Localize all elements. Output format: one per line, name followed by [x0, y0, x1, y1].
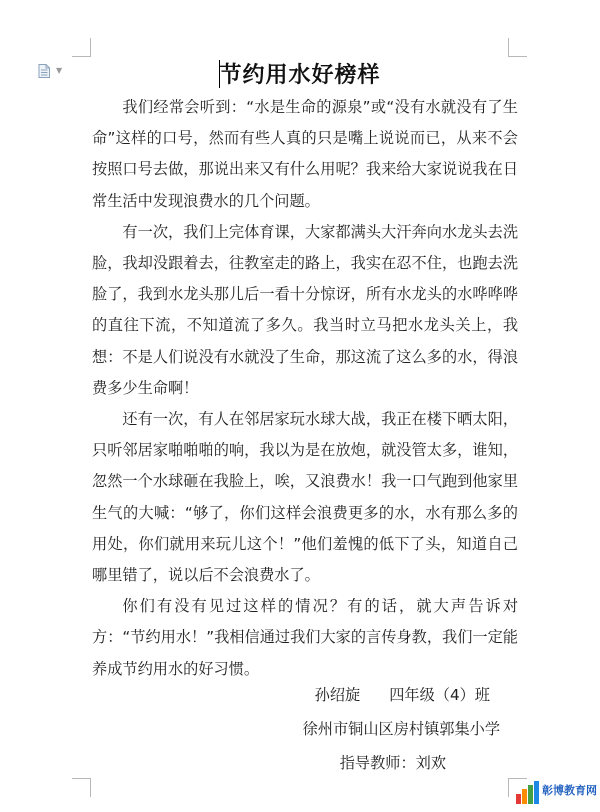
paragraph-4: 你们有没有见过这样的情况？有的话，就大声告诉对方：“节约用水！”我相信通过我们大家的言传身教，我们一定能养成节约用水的好习惯。 [92, 597, 518, 678]
signature-author-class: 孙绍旋 四年级（4）班 [314, 686, 490, 704]
paragraph-2: 有一次，我们上完体育课，大家都满头大汗奔向水龙头去洗脸，我却没跟着去，往教室走的路上，我实在忍不住，也跑去洗脸了，我到水龙头那儿后一看十分惊讶，所有水龙头的水哗哗哗的直往下流，不知道流了多久。我当时立马把水龙头关上，我想：不是人们说没有水就没了生命，那这流了这么多的水，得浪费多少生命啊！ [92, 222, 518, 397]
signature-school: 徐州市铜山区房村镇郭集小学 [302, 720, 500, 738]
watermark-logo-icon [514, 780, 542, 806]
signature-teacher: 指导教师：刘欢 [339, 754, 446, 772]
paragraph-1: 我们经常会听到：“水是生命的源泉”或“没有水就没有了生命”这样的口号，然而有些人真的只是嘴上说说而已，从来不会按照口号去做，那说出来又有什么用呢？我来给大家说说我在日常生活中发现浪费水的几个问题。 [92, 98, 518, 210]
site-watermark [508, 776, 600, 812]
crop-mark-top-right [508, 38, 527, 57]
crop-mark-bottom-left [72, 778, 91, 797]
paragraph-3: 还有一次，有人在邻居家玩水球大战，我正在楼下晒太阳，只听邻居家啪啪啪的响，我以为是在放炮，就没管太多，谁知，忽然一个水球砸在我脸上，唉，又浪费水！我一口气跑到他家里生气的大喊：“够了，你们这样会浪费更多的水，水有那么多的用处，你们就用来玩儿这个！”他们羞愧的低下了头，知道自己哪里错了，说以后不会浪费水了。 [92, 410, 518, 585]
chevron-down-icon[interactable]: ▼ [56, 66, 63, 75]
document-title: 节约用水好榜样 [219, 63, 381, 88]
watermark-text: 彰博教育网 [542, 784, 597, 797]
document-body [92, 92, 518, 685]
crop-mark-top-left [72, 38, 91, 57]
